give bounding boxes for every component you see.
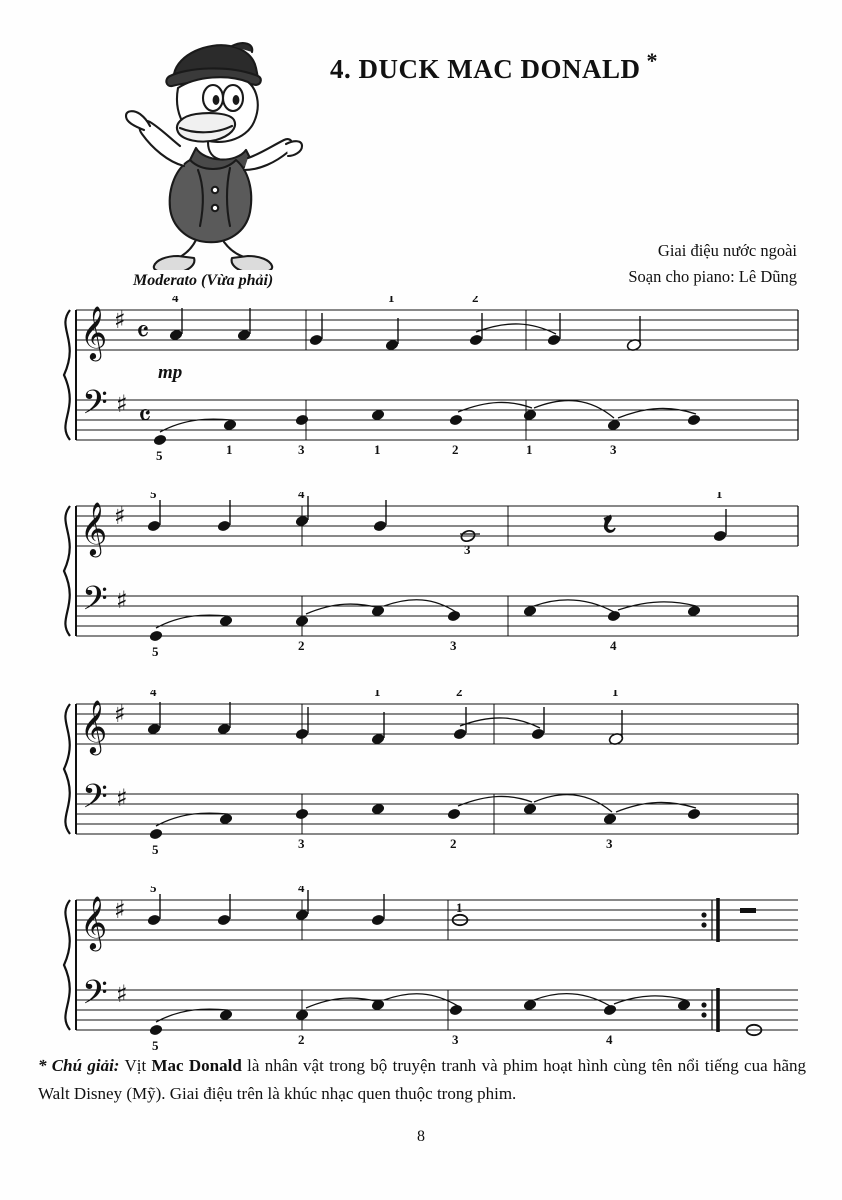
svg-text:𝄢: 𝄢 — [82, 778, 108, 824]
svg-text:𝄢: 𝄢 — [82, 384, 108, 430]
svg-text:♯: ♯ — [114, 306, 126, 334]
svg-text:2: 2 — [472, 296, 479, 305]
svg-text:2: 2 — [452, 442, 459, 457]
svg-text:1: 1 — [526, 442, 533, 457]
music-system-1 — [48, 296, 800, 471]
svg-text:3: 3 — [464, 542, 471, 557]
svg-text:𝄢: 𝄢 — [82, 974, 108, 1020]
donald-duck-illustration — [112, 30, 312, 270]
svg-text:♯: ♯ — [114, 700, 126, 728]
credits-block — [628, 238, 797, 289]
svg-text:♯: ♯ — [116, 784, 128, 812]
title-asterisk: * — [646, 48, 658, 73]
svg-text:3: 3 — [606, 836, 613, 851]
svg-text:3: 3 — [298, 442, 305, 457]
svg-text:4: 4 — [150, 690, 157, 699]
svg-text:♯: ♯ — [116, 586, 128, 614]
svg-text:𝄞: 𝄞 — [80, 699, 108, 753]
svg-text:♯: ♯ — [116, 980, 128, 1008]
svg-text:5: 5 — [156, 448, 163, 463]
svg-text:4: 4 — [606, 1032, 613, 1047]
footnote-label: * Chú giải: — [38, 1056, 120, 1075]
svg-text:5: 5 — [152, 842, 159, 857]
svg-text:𝄴: 𝄴 — [136, 315, 150, 350]
svg-text:4: 4 — [298, 492, 305, 501]
svg-text:5: 5 — [152, 1038, 159, 1053]
svg-text:3: 3 — [450, 638, 457, 653]
svg-text:4: 4 — [298, 886, 305, 895]
credit-arranger: Soạn cho piano: Lê Dũng — [628, 266, 797, 286]
svg-text:3: 3 — [452, 1032, 459, 1047]
svg-text:1: 1 — [374, 690, 381, 699]
svg-text:4: 4 — [172, 296, 179, 305]
footnote-text-1: Vịt — [119, 1056, 152, 1075]
svg-text:1: 1 — [716, 492, 723, 501]
svg-text:5: 5 — [150, 886, 157, 895]
svg-text:𝄞: 𝄞 — [80, 305, 108, 359]
page-title — [330, 48, 770, 85]
svg-text:2: 2 — [450, 836, 457, 851]
music-system-4 — [48, 886, 800, 1061]
credit-origin: Giai điệu nước ngoài — [657, 241, 797, 260]
tempo-marking: Moderato (Vừa phải) — [133, 272, 274, 289]
svg-text:𝄞: 𝄞 — [80, 895, 108, 949]
svg-text:5: 5 — [152, 644, 159, 659]
svg-text:5: 5 — [150, 492, 157, 501]
music-system-2 — [48, 492, 800, 667]
svg-text:2: 2 — [298, 1032, 305, 1047]
footnote-text-2: là nhân vật trong bộ truyện tranh và phim hoạt hình cùng tên nổi tiếng cua hãng Walt Disney (Mỹ). Giai điệu trên là khúc nhạc quen thuộc trong phim. — [38, 1056, 806, 1103]
svg-text:𝄴: 𝄴 — [138, 399, 152, 434]
footnote — [38, 1052, 806, 1107]
page-number: 8 — [417, 1128, 425, 1145]
svg-text:♯: ♯ — [114, 896, 126, 924]
svg-text:4: 4 — [610, 638, 617, 653]
dynamic-mp: mp — [158, 362, 183, 383]
svg-text:2: 2 — [456, 690, 463, 699]
title-text: 4. DUCK MAC DONALD — [330, 54, 641, 84]
svg-text:♯: ♯ — [116, 390, 128, 418]
svg-text:1: 1 — [456, 900, 463, 915]
svg-text:3: 3 — [298, 836, 305, 851]
svg-text:3: 3 — [610, 442, 617, 457]
svg-text:1: 1 — [612, 690, 619, 699]
svg-text:𝄢: 𝄢 — [82, 580, 108, 626]
svg-text:𝄞: 𝄞 — [80, 501, 108, 555]
svg-text:2: 2 — [298, 638, 305, 653]
svg-text:1: 1 — [388, 296, 395, 305]
footnote-bold-name: Mac Donald — [151, 1056, 242, 1075]
svg-text:♯: ♯ — [114, 502, 126, 530]
svg-text:1: 1 — [374, 442, 381, 457]
svg-text:1: 1 — [226, 442, 233, 457]
music-system-3 — [48, 690, 800, 865]
